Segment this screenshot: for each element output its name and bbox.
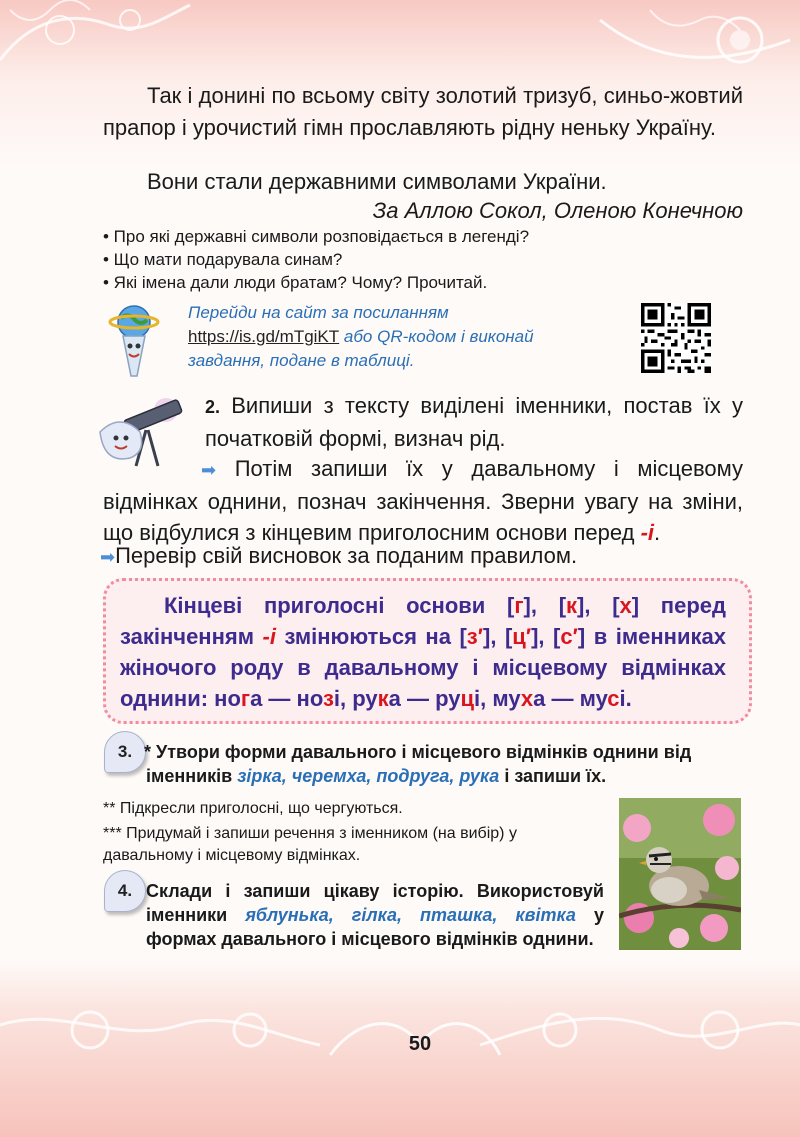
website-line-3: завдання, подане в таблиці. [188, 351, 415, 370]
task-3-badge: 3. [104, 731, 146, 773]
website-line-2-rest: або QR-кодом і виконай [339, 327, 534, 346]
arrow-right-icon: ➡ [100, 547, 116, 567]
globe-mascot-icon [103, 300, 165, 380]
website-line-2 [188, 325, 628, 349]
bird-photo [619, 798, 741, 950]
website-link[interactable]: https://is.gd/mTgiKT [188, 327, 340, 346]
grammar-rule-text: Кінцеві приголосні основи [г], [к], [х] перед закінченням -і змінюються на [з′], [ц′], [с′] в іменниках жіночого роду в давальному і місцевому відмінках однини: нога — нозі, рука — руці, муха — мусі. [120, 593, 726, 711]
task-4-text: Склади і запиши цікаву історію. Використовуй іменники яблунька, гілка, пташка, квітка у формах давального і місцевого відмінків однини. [146, 881, 604, 949]
task-2-number: 2. [205, 397, 221, 417]
task-3-text: * Утвори форми давального і місцевого відмінків однини від іменників зірка, черемха, подруга, рука і запиши їх. [144, 742, 692, 786]
top-left-ornament [0, 0, 200, 90]
task-2-check [100, 540, 740, 573]
page-number: 50 [408, 1033, 432, 1055]
task-2-text [205, 390, 743, 454]
task-4-badge: 4. [104, 870, 146, 912]
task-2-ending: -і [640, 520, 655, 545]
task-2-period: . [654, 520, 661, 545]
question-3: • Які імена дали люди братам? Чому? Прочитай. [103, 273, 488, 292]
extra-task-1: ** Підкресли приголосні, що чергуються. [103, 800, 403, 817]
story-paragraph-2: Вони стали державними символами України. [147, 169, 607, 194]
task-4-words: яблунька, гілка, пташка, квітка [245, 905, 576, 925]
task-2-continuation [103, 453, 743, 548]
question-1: • Про які державні символи розповідається в легенді? [103, 227, 530, 246]
bottom-ornament [0, 985, 800, 1137]
question-2: • Що мати подарувала синам? [103, 250, 343, 269]
story-paragraph-1: Так і донині по всьому світу золотий тризуб, синьо-жовтий прапор і урочистий гімн прославляють рідну неньку Україну. [103, 83, 743, 140]
task-2-check-text: Перевір свій висновок за поданим правилом. [115, 543, 578, 568]
extra-task-2: *** Придумай і запиши речення з іменником (на вибір) у давальному і місцевому відмінках. [103, 825, 517, 864]
qr-code-icon[interactable] [641, 303, 711, 373]
story-author: За Аллою Сокол, Оленою Конечною [372, 198, 743, 223]
task-2-body: Випиши з тексту виділені іменники, постав їх у початковій формі, визнач рід. [205, 393, 743, 451]
task-3-words: зірка, черемха, подруга, рука [237, 766, 500, 786]
arrow-right-icon: ➡ [201, 460, 217, 480]
website-line-1: Перейди на сайт за посиланням [188, 303, 449, 322]
task-2-body-2: Потім запиши їх у давальному і місцевому відмінках однини, познач закінчення. Зверни увагу на зміни, що відбулися з кінцевим приголосним основи перед [103, 456, 743, 545]
